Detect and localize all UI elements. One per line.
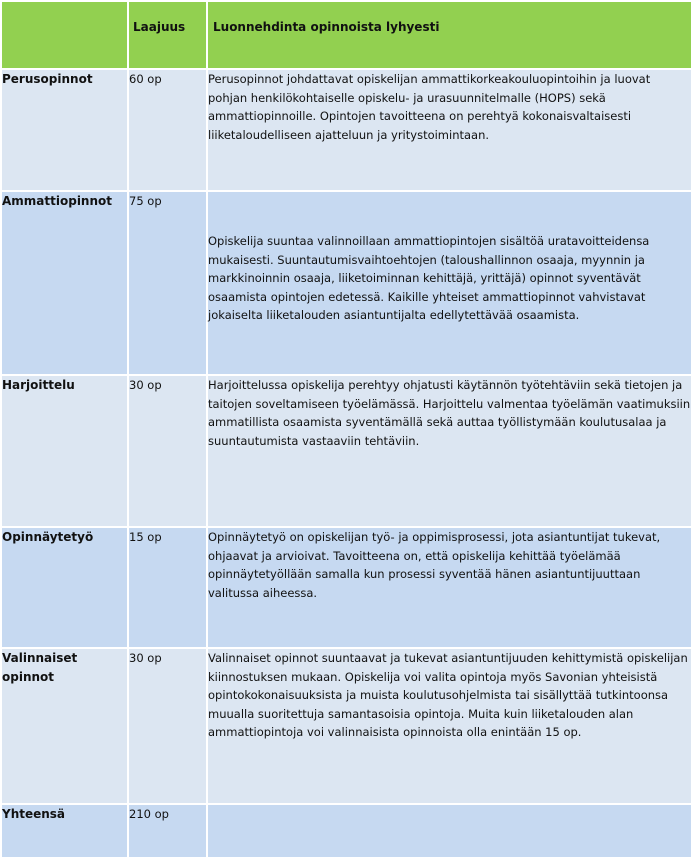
row-description: Valinnaiset opinnot suuntaavat ja tukevat asiantuntijuuden kehittymistä opiskelijan kiinnostuksen mukaan. Opiskelija voi valita opintoja myös Savonian yhteisistä opintokokonaisuuksista ja muista koulutusohjelmista tai sisällyttää tutkintoonsa muualla suoritettuja samantasoisia opintoja. Muita kuin liiketalouden alan ammattiopintoja voi valinnaisista opinnoista olla enintään 15 op. bbox=[207, 648, 691, 804]
row-module-name: Valinnaiset opinnot bbox=[1, 648, 128, 804]
table-row bbox=[1, 648, 691, 804]
row-ects: 15 op bbox=[128, 527, 207, 648]
row-description: Perusopinnot johdattavat opiskelijan ammattikorkeakouluopintoihin ja luovat pohjan henkilökohtaiselle opiskelu- ja urasuunnitelmalle (HOPS) sekä ammattiopinnoille. Opintojen tavoitteena on perehtyä kokonaisvaltaisesti liiketaloudelliseen ajatteluun ja yritystoimintaan. bbox=[207, 69, 691, 191]
table-row bbox=[1, 375, 691, 527]
header-description: Luonnehdinta opinnoista lyhyesti bbox=[207, 1, 691, 69]
table-row bbox=[1, 69, 691, 191]
table-row-total bbox=[1, 804, 691, 858]
total-description bbox=[207, 804, 691, 858]
row-module-name: Opinnäytetyö bbox=[1, 527, 128, 648]
table-header-row bbox=[1, 1, 691, 69]
header-scope: Laajuus bbox=[128, 1, 207, 69]
row-ects: 30 op bbox=[128, 648, 207, 804]
row-module-name: Ammattiopinnot bbox=[1, 191, 128, 375]
total-ects: 210 op bbox=[128, 804, 207, 858]
row-ects: 60 op bbox=[128, 69, 207, 191]
total-label: Yhteensä bbox=[1, 804, 128, 858]
header-module bbox=[1, 1, 128, 69]
row-module-name: Harjoittelu bbox=[1, 375, 128, 527]
row-ects: 75 op bbox=[128, 191, 207, 375]
table-row bbox=[1, 527, 691, 648]
row-module-name: Perusopinnot bbox=[1, 69, 128, 191]
row-description: Opinnäytetyö on opiskelijan työ- ja oppimisprosessi, jota asiantuntijat tukevat, ohjaavat ja arvioivat. Tavoitteena on, että opiskelija kehittää työelämää opinnäytetyöllään samalla kun prosessi syventää hänen asiantuntijuuttaan valitussa aiheessa. bbox=[207, 527, 691, 648]
row-ects: 30 op bbox=[128, 375, 207, 527]
row-description: Harjoittelussa opiskelija perehtyy ohjatusti käytännön työtehtäviin sekä tietojen ja taitojen soveltamiseen työelämässä. Harjoittelu valmentaa työelämän vaatimuksiin ammatillista osaamista syventämällä sekä auttaa työllistymään koulutusalaa ja suuntautumista vastaaviin tehtäviin. bbox=[207, 375, 691, 527]
row-description: Opiskelija suuntaa valinnoillaan ammattiopintojen sisältöä uratavoitteidensa mukaisesti. Suuntautumisvaihtoehtojen (taloushallinnon osaaja, myynnin ja markkinoinnin osaaja, liiketoiminnan kehittäjä, yrittäjä) opinnot syventävät osaamista opintojen edetessä. Kaikille yhteiset ammattiopinnot vahvistavat jokaiselta liiketalouden asiantuntijalta edellytettävää osaamista. bbox=[207, 191, 691, 375]
table-row bbox=[1, 191, 691, 375]
